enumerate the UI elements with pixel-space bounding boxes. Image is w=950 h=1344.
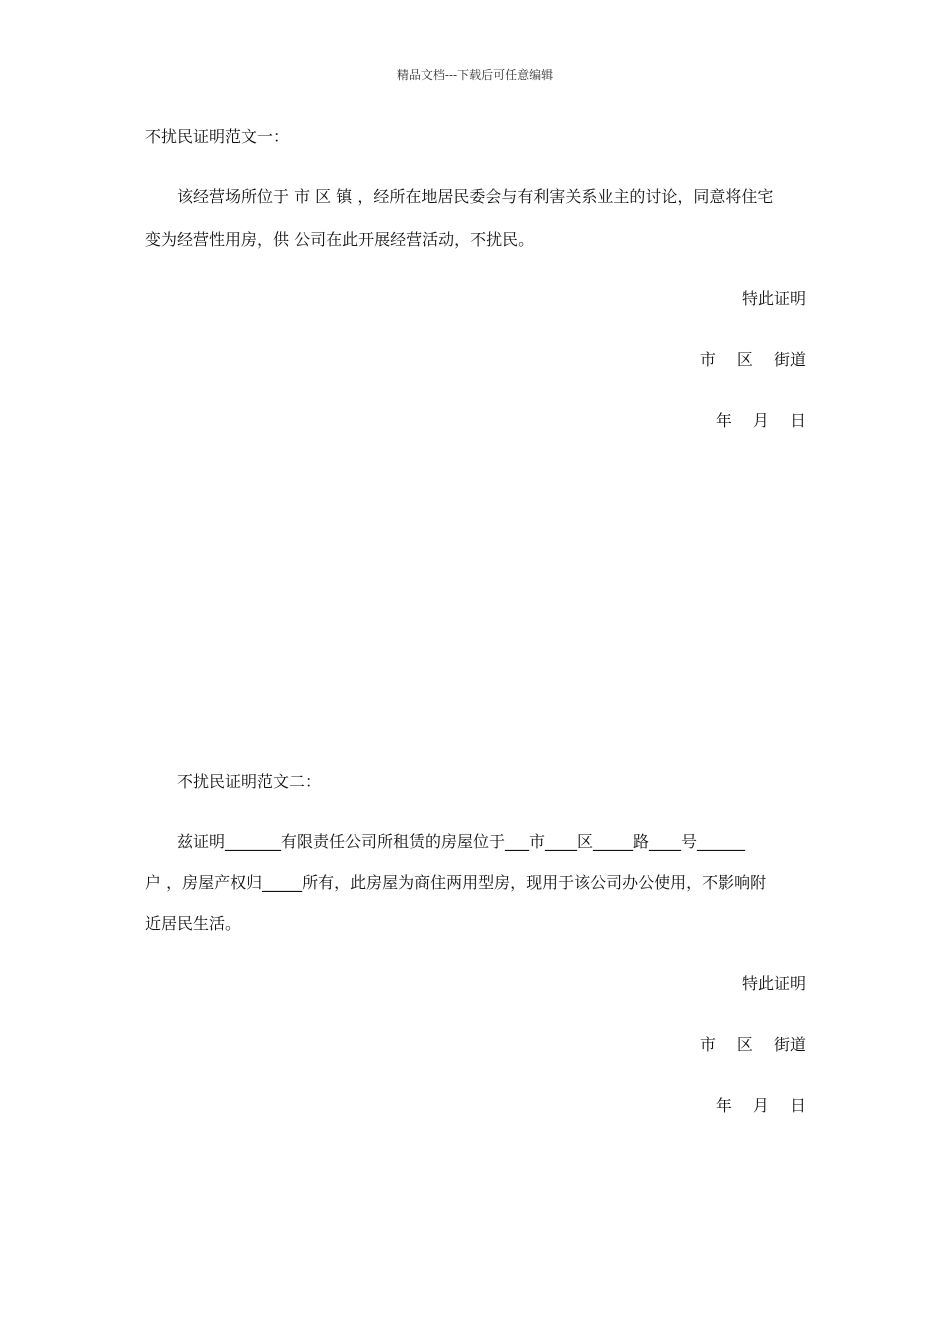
section2-title: 不扰民证明范文二： <box>145 772 322 791</box>
section2-signature: 市 区 街道 <box>699 1035 806 1054</box>
section2-closing: 特此证明 <box>741 974 806 993</box>
section2-date: 年 月 日 <box>715 1096 806 1115</box>
section1-signature: 市 区 街道 <box>699 350 806 369</box>
section2-body-line1: 兹证明_______有限责任公司所租赁的房屋位于___市____区_____路____号______ <box>145 832 746 851</box>
page-header: 精品文档---下载后可任意编辑 <box>396 68 554 82</box>
section1-date: 年 月 日 <box>715 411 806 430</box>
section1-body-line1: 该经营场所位于 市 区 镇 ，经所在地居民委会与有利害关系业主的讨论，同意将住宅 <box>145 187 774 206</box>
section1-body-line2: 变为经营性用房，供 公司在此开展经营活动，不扰民。 <box>145 230 535 249</box>
section1-closing: 特此证明 <box>741 289 806 308</box>
section2-body-line3: 近居民生活。 <box>145 914 242 933</box>
section2-body-line2: 户 ，房屋产权归_____所有，此房屋为商住两用型房，现用于该公司办公使用，不影响附 <box>145 873 767 892</box>
section1-title: 不扰民证明范文一： <box>145 127 290 146</box>
